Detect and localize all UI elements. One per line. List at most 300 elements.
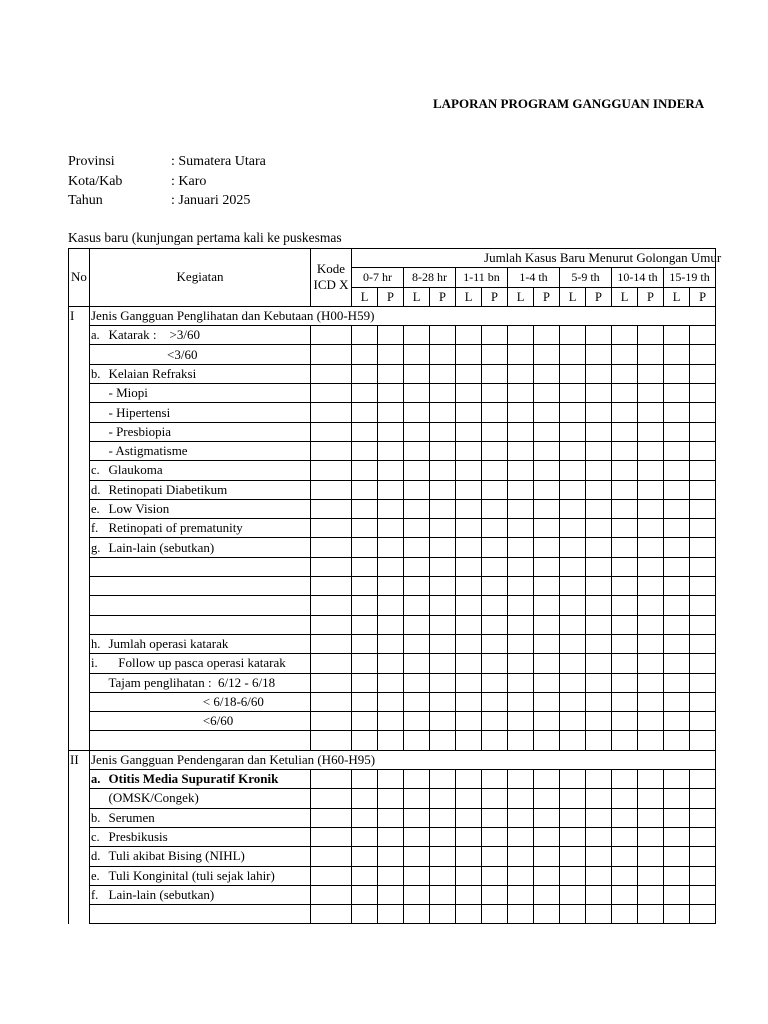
row-count-cell[interactable] bbox=[378, 441, 404, 460]
row-count-cell[interactable] bbox=[534, 692, 560, 711]
row-count-cell[interactable] bbox=[482, 557, 508, 576]
row-count-cell[interactable] bbox=[560, 326, 586, 345]
row-count-cell[interactable] bbox=[404, 480, 430, 499]
row-count-cell[interactable] bbox=[508, 712, 534, 731]
row-count-cell[interactable] bbox=[456, 692, 482, 711]
row-count-cell[interactable] bbox=[508, 538, 534, 557]
row-count-cell[interactable] bbox=[482, 326, 508, 345]
row-count-cell[interactable] bbox=[664, 364, 690, 383]
row-count-cell[interactable] bbox=[586, 596, 612, 615]
row-count-cell[interactable] bbox=[430, 441, 456, 460]
row-kode-cell[interactable] bbox=[311, 712, 352, 731]
row-count-cell[interactable] bbox=[430, 712, 456, 731]
row-count-cell[interactable] bbox=[586, 364, 612, 383]
row-count-cell[interactable] bbox=[430, 866, 456, 885]
row-count-cell[interactable] bbox=[352, 480, 378, 499]
row-count-cell[interactable] bbox=[638, 384, 664, 403]
row-count-cell[interactable] bbox=[664, 538, 690, 557]
row-count-cell[interactable] bbox=[378, 866, 404, 885]
row-count-cell[interactable] bbox=[352, 384, 378, 403]
row-count-cell[interactable] bbox=[664, 596, 690, 615]
row-count-cell[interactable] bbox=[664, 847, 690, 866]
row-count-cell[interactable] bbox=[456, 827, 482, 846]
row-count-cell[interactable] bbox=[352, 615, 378, 634]
row-count-cell[interactable] bbox=[508, 461, 534, 480]
row-count-cell[interactable] bbox=[586, 905, 612, 924]
row-count-cell[interactable] bbox=[664, 673, 690, 692]
row-count-cell[interactable] bbox=[586, 847, 612, 866]
row-count-cell[interactable] bbox=[430, 384, 456, 403]
row-count-cell[interactable] bbox=[508, 384, 534, 403]
row-count-cell[interactable] bbox=[612, 384, 638, 403]
row-count-cell[interactable] bbox=[664, 770, 690, 789]
row-count-cell[interactable] bbox=[508, 403, 534, 422]
row-count-cell[interactable] bbox=[352, 596, 378, 615]
row-count-cell[interactable] bbox=[404, 847, 430, 866]
row-count-cell[interactable] bbox=[430, 634, 456, 653]
row-count-cell[interactable] bbox=[404, 673, 430, 692]
row-count-cell[interactable] bbox=[482, 692, 508, 711]
row-count-cell[interactable] bbox=[612, 519, 638, 538]
row-count-cell[interactable] bbox=[508, 557, 534, 576]
row-count-cell[interactable] bbox=[430, 364, 456, 383]
row-kode-cell[interactable] bbox=[311, 364, 352, 383]
row-count-cell[interactable] bbox=[430, 673, 456, 692]
row-count-cell[interactable] bbox=[560, 557, 586, 576]
row-count-cell[interactable] bbox=[508, 731, 534, 750]
row-count-cell[interactable] bbox=[378, 422, 404, 441]
row-kode-cell[interactable] bbox=[311, 770, 352, 789]
row-count-cell[interactable] bbox=[534, 384, 560, 403]
row-count-cell[interactable] bbox=[482, 499, 508, 518]
row-count-cell[interactable] bbox=[404, 885, 430, 904]
row-count-cell[interactable] bbox=[456, 557, 482, 576]
row-count-cell[interactable] bbox=[690, 866, 716, 885]
row-count-cell[interactable] bbox=[586, 441, 612, 460]
row-count-cell[interactable] bbox=[352, 731, 378, 750]
row-count-cell[interactable] bbox=[690, 384, 716, 403]
row-count-cell[interactable] bbox=[482, 615, 508, 634]
row-count-cell[interactable] bbox=[404, 441, 430, 460]
row-count-cell[interactable] bbox=[352, 673, 378, 692]
row-count-cell[interactable] bbox=[456, 480, 482, 499]
row-count-cell[interactable] bbox=[456, 384, 482, 403]
row-count-cell[interactable] bbox=[638, 654, 664, 673]
row-count-cell[interactable] bbox=[534, 480, 560, 499]
row-count-cell[interactable] bbox=[482, 866, 508, 885]
row-count-cell[interactable] bbox=[456, 866, 482, 885]
row-count-cell[interactable] bbox=[586, 634, 612, 653]
row-count-cell[interactable] bbox=[378, 712, 404, 731]
row-count-cell[interactable] bbox=[638, 557, 664, 576]
row-count-cell[interactable] bbox=[612, 905, 638, 924]
row-kode-cell[interactable] bbox=[311, 808, 352, 827]
row-count-cell[interactable] bbox=[352, 847, 378, 866]
row-count-cell[interactable] bbox=[430, 789, 456, 808]
row-count-cell[interactable] bbox=[404, 557, 430, 576]
row-count-cell[interactable] bbox=[430, 461, 456, 480]
row-kode-cell[interactable] bbox=[311, 596, 352, 615]
row-count-cell[interactable] bbox=[378, 403, 404, 422]
row-count-cell[interactable] bbox=[586, 403, 612, 422]
row-count-cell[interactable] bbox=[586, 384, 612, 403]
row-count-cell[interactable] bbox=[560, 789, 586, 808]
row-count-cell[interactable] bbox=[430, 770, 456, 789]
row-count-cell[interactable] bbox=[430, 480, 456, 499]
row-count-cell[interactable] bbox=[534, 596, 560, 615]
row-count-cell[interactable] bbox=[612, 808, 638, 827]
row-kode-cell[interactable] bbox=[311, 422, 352, 441]
row-count-cell[interactable] bbox=[508, 519, 534, 538]
row-count-cell[interactable] bbox=[560, 422, 586, 441]
row-count-cell[interactable] bbox=[482, 847, 508, 866]
row-count-cell[interactable] bbox=[612, 557, 638, 576]
row-count-cell[interactable] bbox=[534, 827, 560, 846]
row-count-cell[interactable] bbox=[404, 519, 430, 538]
row-count-cell[interactable] bbox=[430, 499, 456, 518]
row-count-cell[interactable] bbox=[404, 538, 430, 557]
row-count-cell[interactable] bbox=[352, 422, 378, 441]
row-kode-cell[interactable] bbox=[311, 692, 352, 711]
row-count-cell[interactable] bbox=[352, 827, 378, 846]
row-count-cell[interactable] bbox=[352, 519, 378, 538]
row-count-cell[interactable] bbox=[612, 596, 638, 615]
row-count-cell[interactable] bbox=[508, 441, 534, 460]
row-count-cell[interactable] bbox=[586, 422, 612, 441]
row-count-cell[interactable] bbox=[430, 885, 456, 904]
row-count-cell[interactable] bbox=[534, 770, 560, 789]
row-count-cell[interactable] bbox=[378, 885, 404, 904]
row-count-cell[interactable] bbox=[690, 577, 716, 596]
row-count-cell[interactable] bbox=[586, 827, 612, 846]
row-count-cell[interactable] bbox=[404, 326, 430, 345]
row-count-cell[interactable] bbox=[430, 808, 456, 827]
row-count-cell[interactable] bbox=[482, 480, 508, 499]
row-count-cell[interactable] bbox=[690, 770, 716, 789]
row-count-cell[interactable] bbox=[378, 519, 404, 538]
row-count-cell[interactable] bbox=[690, 499, 716, 518]
row-count-cell[interactable] bbox=[378, 577, 404, 596]
row-count-cell[interactable] bbox=[430, 577, 456, 596]
row-count-cell[interactable] bbox=[690, 441, 716, 460]
row-count-cell[interactable] bbox=[664, 654, 690, 673]
row-count-cell[interactable] bbox=[404, 596, 430, 615]
row-count-cell[interactable] bbox=[638, 827, 664, 846]
row-count-cell[interactable] bbox=[612, 615, 638, 634]
row-count-cell[interactable] bbox=[690, 827, 716, 846]
row-count-cell[interactable] bbox=[638, 866, 664, 885]
row-kode-cell[interactable] bbox=[311, 654, 352, 673]
row-count-cell[interactable] bbox=[378, 731, 404, 750]
row-count-cell[interactable] bbox=[352, 326, 378, 345]
row-count-cell[interactable] bbox=[612, 712, 638, 731]
row-kode-cell[interactable] bbox=[311, 905, 352, 924]
row-count-cell[interactable] bbox=[612, 441, 638, 460]
row-count-cell[interactable] bbox=[534, 364, 560, 383]
row-count-cell[interactable] bbox=[482, 885, 508, 904]
row-count-cell[interactable] bbox=[586, 557, 612, 576]
row-count-cell[interactable] bbox=[508, 673, 534, 692]
row-count-cell[interactable] bbox=[612, 634, 638, 653]
row-count-cell[interactable] bbox=[352, 403, 378, 422]
row-count-cell[interactable] bbox=[612, 326, 638, 345]
row-count-cell[interactable] bbox=[508, 422, 534, 441]
row-count-cell[interactable] bbox=[508, 866, 534, 885]
row-count-cell[interactable] bbox=[586, 789, 612, 808]
row-count-cell[interactable] bbox=[638, 847, 664, 866]
row-count-cell[interactable] bbox=[378, 557, 404, 576]
row-count-cell[interactable] bbox=[586, 808, 612, 827]
row-count-cell[interactable] bbox=[482, 384, 508, 403]
row-count-cell[interactable] bbox=[404, 403, 430, 422]
row-count-cell[interactable] bbox=[560, 538, 586, 557]
row-count-cell[interactable] bbox=[612, 461, 638, 480]
row-count-cell[interactable] bbox=[664, 422, 690, 441]
row-count-cell[interactable] bbox=[378, 596, 404, 615]
row-count-cell[interactable] bbox=[508, 789, 534, 808]
row-count-cell[interactable] bbox=[378, 461, 404, 480]
row-count-cell[interactable] bbox=[456, 326, 482, 345]
row-count-cell[interactable] bbox=[508, 577, 534, 596]
row-count-cell[interactable] bbox=[430, 731, 456, 750]
row-count-cell[interactable] bbox=[352, 712, 378, 731]
row-count-cell[interactable] bbox=[378, 634, 404, 653]
row-count-cell[interactable] bbox=[456, 461, 482, 480]
row-count-cell[interactable] bbox=[586, 345, 612, 364]
row-count-cell[interactable] bbox=[534, 557, 560, 576]
row-count-cell[interactable] bbox=[456, 847, 482, 866]
row-count-cell[interactable] bbox=[638, 885, 664, 904]
row-count-cell[interactable] bbox=[352, 557, 378, 576]
row-count-cell[interactable] bbox=[690, 519, 716, 538]
row-count-cell[interactable] bbox=[352, 634, 378, 653]
row-count-cell[interactable] bbox=[534, 615, 560, 634]
row-count-cell[interactable] bbox=[586, 326, 612, 345]
row-count-cell[interactable] bbox=[638, 577, 664, 596]
row-count-cell[interactable] bbox=[586, 499, 612, 518]
row-count-cell[interactable] bbox=[482, 712, 508, 731]
row-count-cell[interactable] bbox=[664, 808, 690, 827]
row-count-cell[interactable] bbox=[690, 634, 716, 653]
row-count-cell[interactable] bbox=[482, 789, 508, 808]
row-count-cell[interactable] bbox=[430, 827, 456, 846]
row-count-cell[interactable] bbox=[456, 538, 482, 557]
row-count-cell[interactable] bbox=[690, 557, 716, 576]
row-count-cell[interactable] bbox=[352, 577, 378, 596]
row-count-cell[interactable] bbox=[690, 364, 716, 383]
row-count-cell[interactable] bbox=[664, 403, 690, 422]
row-count-cell[interactable] bbox=[560, 808, 586, 827]
row-count-cell[interactable] bbox=[378, 905, 404, 924]
row-count-cell[interactable] bbox=[638, 403, 664, 422]
row-count-cell[interactable] bbox=[612, 789, 638, 808]
row-kode-cell[interactable] bbox=[311, 615, 352, 634]
row-kode-cell[interactable] bbox=[311, 326, 352, 345]
row-count-cell[interactable] bbox=[352, 866, 378, 885]
row-count-cell[interactable] bbox=[430, 654, 456, 673]
row-count-cell[interactable] bbox=[482, 461, 508, 480]
row-count-cell[interactable] bbox=[638, 345, 664, 364]
row-count-cell[interactable] bbox=[534, 461, 560, 480]
row-count-cell[interactable] bbox=[664, 866, 690, 885]
row-count-cell[interactable] bbox=[638, 326, 664, 345]
row-count-cell[interactable] bbox=[352, 654, 378, 673]
row-count-cell[interactable] bbox=[404, 364, 430, 383]
row-count-cell[interactable] bbox=[638, 808, 664, 827]
row-count-cell[interactable] bbox=[586, 461, 612, 480]
row-count-cell[interactable] bbox=[534, 345, 560, 364]
row-count-cell[interactable] bbox=[430, 905, 456, 924]
row-count-cell[interactable] bbox=[456, 808, 482, 827]
row-count-cell[interactable] bbox=[482, 519, 508, 538]
row-count-cell[interactable] bbox=[612, 480, 638, 499]
row-count-cell[interactable] bbox=[586, 692, 612, 711]
row-count-cell[interactable] bbox=[378, 673, 404, 692]
row-kode-cell[interactable] bbox=[311, 634, 352, 653]
row-kode-cell[interactable] bbox=[311, 480, 352, 499]
row-count-cell[interactable] bbox=[664, 441, 690, 460]
row-kode-cell[interactable] bbox=[311, 538, 352, 557]
row-count-cell[interactable] bbox=[378, 847, 404, 866]
row-count-cell[interactable] bbox=[508, 326, 534, 345]
row-count-cell[interactable] bbox=[404, 615, 430, 634]
row-count-cell[interactable] bbox=[612, 422, 638, 441]
row-count-cell[interactable] bbox=[664, 519, 690, 538]
row-count-cell[interactable] bbox=[664, 712, 690, 731]
row-count-cell[interactable] bbox=[612, 827, 638, 846]
row-count-cell[interactable] bbox=[534, 403, 560, 422]
row-count-cell[interactable] bbox=[638, 692, 664, 711]
row-count-cell[interactable] bbox=[508, 885, 534, 904]
row-count-cell[interactable] bbox=[404, 384, 430, 403]
row-count-cell[interactable] bbox=[352, 885, 378, 904]
row-count-cell[interactable] bbox=[430, 557, 456, 576]
row-count-cell[interactable] bbox=[352, 808, 378, 827]
row-count-cell[interactable] bbox=[534, 441, 560, 460]
row-count-cell[interactable] bbox=[378, 538, 404, 557]
row-count-cell[interactable] bbox=[560, 654, 586, 673]
row-count-cell[interactable] bbox=[612, 538, 638, 557]
row-count-cell[interactable] bbox=[638, 364, 664, 383]
row-count-cell[interactable] bbox=[560, 480, 586, 499]
row-count-cell[interactable] bbox=[456, 345, 482, 364]
row-count-cell[interactable] bbox=[638, 422, 664, 441]
row-count-cell[interactable] bbox=[378, 326, 404, 345]
row-kode-cell[interactable] bbox=[311, 847, 352, 866]
row-count-cell[interactable] bbox=[482, 364, 508, 383]
row-count-cell[interactable] bbox=[638, 538, 664, 557]
row-count-cell[interactable] bbox=[534, 519, 560, 538]
row-count-cell[interactable] bbox=[690, 596, 716, 615]
row-count-cell[interactable] bbox=[378, 827, 404, 846]
row-count-cell[interactable] bbox=[352, 461, 378, 480]
row-count-cell[interactable] bbox=[664, 789, 690, 808]
row-count-cell[interactable] bbox=[560, 692, 586, 711]
row-count-cell[interactable] bbox=[664, 326, 690, 345]
row-count-cell[interactable] bbox=[638, 634, 664, 653]
row-count-cell[interactable] bbox=[430, 345, 456, 364]
row-count-cell[interactable] bbox=[508, 692, 534, 711]
row-count-cell[interactable] bbox=[456, 422, 482, 441]
row-count-cell[interactable] bbox=[378, 808, 404, 827]
row-count-cell[interactable] bbox=[430, 326, 456, 345]
row-count-cell[interactable] bbox=[534, 905, 560, 924]
row-count-cell[interactable] bbox=[508, 847, 534, 866]
row-count-cell[interactable] bbox=[638, 499, 664, 518]
row-count-cell[interactable] bbox=[612, 692, 638, 711]
row-count-cell[interactable] bbox=[482, 422, 508, 441]
row-count-cell[interactable] bbox=[664, 557, 690, 576]
row-count-cell[interactable] bbox=[456, 615, 482, 634]
row-count-cell[interactable] bbox=[586, 519, 612, 538]
row-count-cell[interactable] bbox=[404, 827, 430, 846]
row-count-cell[interactable] bbox=[456, 654, 482, 673]
row-count-cell[interactable] bbox=[560, 384, 586, 403]
row-count-cell[interactable] bbox=[690, 538, 716, 557]
row-count-cell[interactable] bbox=[404, 499, 430, 518]
row-count-cell[interactable] bbox=[664, 615, 690, 634]
row-count-cell[interactable] bbox=[456, 499, 482, 518]
row-count-cell[interactable] bbox=[482, 827, 508, 846]
row-count-cell[interactable] bbox=[690, 712, 716, 731]
row-count-cell[interactable] bbox=[690, 461, 716, 480]
row-count-cell[interactable] bbox=[482, 596, 508, 615]
row-count-cell[interactable] bbox=[560, 345, 586, 364]
row-count-cell[interactable] bbox=[612, 403, 638, 422]
row-count-cell[interactable] bbox=[690, 789, 716, 808]
row-count-cell[interactable] bbox=[534, 712, 560, 731]
row-count-cell[interactable] bbox=[664, 885, 690, 904]
row-count-cell[interactable] bbox=[378, 345, 404, 364]
row-count-cell[interactable] bbox=[690, 847, 716, 866]
row-count-cell[interactable] bbox=[534, 731, 560, 750]
row-count-cell[interactable] bbox=[430, 615, 456, 634]
row-count-cell[interactable] bbox=[690, 480, 716, 499]
row-count-cell[interactable] bbox=[612, 499, 638, 518]
row-count-cell[interactable] bbox=[456, 905, 482, 924]
row-count-cell[interactable] bbox=[638, 480, 664, 499]
row-count-cell[interactable] bbox=[534, 634, 560, 653]
row-count-cell[interactable] bbox=[534, 808, 560, 827]
row-count-cell[interactable] bbox=[534, 538, 560, 557]
row-count-cell[interactable] bbox=[664, 480, 690, 499]
row-count-cell[interactable] bbox=[690, 326, 716, 345]
row-count-cell[interactable] bbox=[638, 789, 664, 808]
row-count-cell[interactable] bbox=[664, 577, 690, 596]
row-count-cell[interactable] bbox=[560, 499, 586, 518]
row-count-cell[interactable] bbox=[690, 808, 716, 827]
row-count-cell[interactable] bbox=[404, 866, 430, 885]
row-count-cell[interactable] bbox=[456, 596, 482, 615]
row-count-cell[interactable] bbox=[638, 712, 664, 731]
row-count-cell[interactable] bbox=[560, 577, 586, 596]
row-count-cell[interactable] bbox=[586, 577, 612, 596]
row-count-cell[interactable] bbox=[612, 577, 638, 596]
row-count-cell[interactable] bbox=[690, 692, 716, 711]
row-count-cell[interactable] bbox=[482, 538, 508, 557]
row-count-cell[interactable] bbox=[560, 364, 586, 383]
row-count-cell[interactable] bbox=[664, 692, 690, 711]
row-count-cell[interactable] bbox=[690, 885, 716, 904]
row-count-cell[interactable] bbox=[482, 905, 508, 924]
row-count-cell[interactable] bbox=[508, 499, 534, 518]
row-count-cell[interactable] bbox=[612, 673, 638, 692]
row-kode-cell[interactable] bbox=[311, 673, 352, 692]
row-count-cell[interactable] bbox=[586, 480, 612, 499]
row-count-cell[interactable] bbox=[404, 461, 430, 480]
row-count-cell[interactable] bbox=[534, 577, 560, 596]
row-count-cell[interactable] bbox=[664, 827, 690, 846]
